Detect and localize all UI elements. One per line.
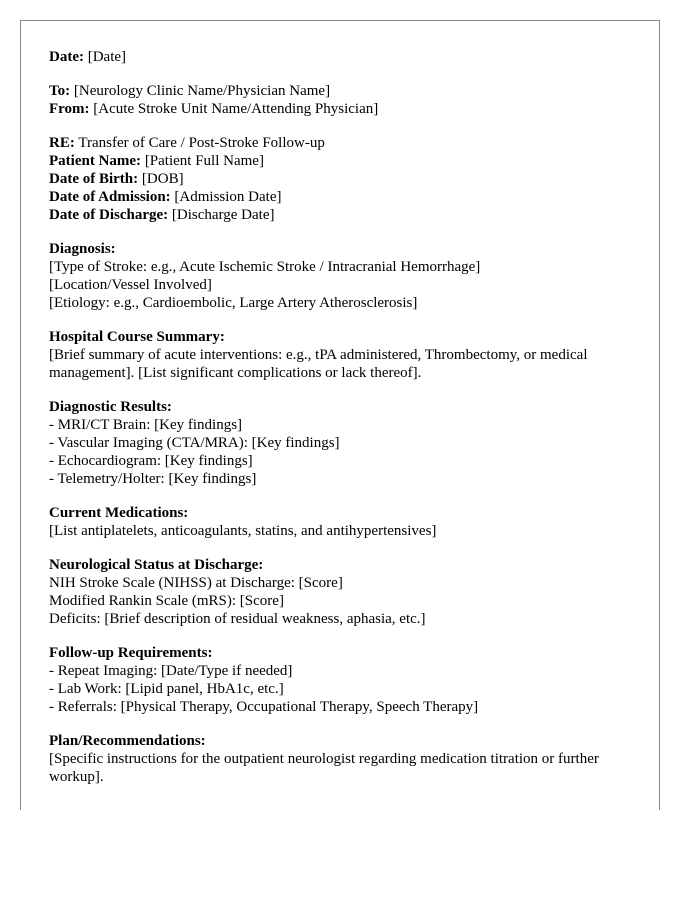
diagnosis-line: [Location/Vessel Involved] <box>49 277 212 293</box>
diagnosis-line: [Type of Stroke: e.g., Acute Ischemic Stroke / Intracranial Hemorrhage] <box>49 259 481 275</box>
neuro-status-item: Deficits: [Brief description of residual weakness, aphasia, etc.] <box>49 611 426 627</box>
from-label: From: <box>49 101 90 117</box>
discharge-value: [Discharge Date] <box>171 207 275 223</box>
date-label: Date: <box>49 49 84 65</box>
followup-item: - Referrals: [Physical Therapy, Occupational Therapy, Speech Therapy] <box>49 699 479 715</box>
patient-name-line <box>49 152 639 170</box>
medications-heading: Current Medications: <box>49 505 189 521</box>
spacer <box>49 118 639 134</box>
patient-name-value: [Patient Full Name] <box>144 153 264 169</box>
admission-label: Date of Admission: <box>49 189 171 205</box>
hospital-course-heading: Hospital Course Summary: <box>49 329 225 345</box>
re-value: Transfer of Care / Post-Stroke Follow-up <box>78 135 325 151</box>
letter-page <box>20 20 660 810</box>
neuro-status-item: Modified Rankin Scale (mRS): [Score] <box>49 593 284 609</box>
spacer <box>49 716 639 732</box>
discharge-line <box>49 206 639 224</box>
hospital-course-text: [Brief summary of acute interventions: e.g., tPA administered, Thrombectomy, or medical management]. [List significant complications or lack thereof]. <box>49 347 588 381</box>
spacer <box>49 312 639 328</box>
diagnostic-result-item: - Telemetry/Holter: [Key findings] <box>49 471 257 487</box>
diagnosis-line: [Etiology: e.g., Cardioembolic, Large Artery Atherosclerosis] <box>49 295 418 311</box>
medications-text: [List antiplatelets, anticoagulants, statins, and antihypertensives] <box>49 523 437 539</box>
dob-label: Date of Birth: <box>49 171 139 187</box>
plan-heading: Plan/Recommendations: <box>49 733 206 749</box>
date-value: [Date] <box>87 49 127 65</box>
neuro-status-item: NIH Stroke Scale (NIHSS) at Discharge: [Score] <box>49 575 343 591</box>
admission-line <box>49 188 639 206</box>
followup-item: - Lab Work: [Lipid panel, HbA1c, etc.] <box>49 681 284 697</box>
spacer <box>49 66 639 82</box>
re-label: RE: <box>49 135 75 151</box>
spacer <box>49 488 639 504</box>
spacer <box>49 628 639 644</box>
spacer <box>49 224 639 240</box>
dob-value: [DOB] <box>141 171 184 187</box>
to-value: [Neurology Clinic Name/Physician Name] <box>73 83 331 99</box>
neuro-status-heading: Neurological Status at Discharge: <box>49 557 264 573</box>
to-line <box>49 82 639 100</box>
to-label: To: <box>49 83 71 99</box>
diagnostic-result-item: - MRI/CT Brain: [Key findings] <box>49 417 243 433</box>
date-line <box>49 48 639 66</box>
admission-value: [Admission Date] <box>174 189 282 205</box>
diagnostic-results-heading: Diagnostic Results: <box>49 399 172 415</box>
diagnostic-result-item: - Vascular Imaging (CTA/MRA): [Key findings] <box>49 435 340 451</box>
discharge-label: Date of Discharge: <box>49 207 169 223</box>
spacer <box>49 540 639 556</box>
plan-text: [Specific instructions for the outpatient neurologist regarding medication titration or further workup]. <box>49 751 599 785</box>
followup-item: - Repeat Imaging: [Date/Type if needed] <box>49 663 293 679</box>
from-line <box>49 100 639 118</box>
letter-content <box>49 48 639 786</box>
spacer <box>49 382 639 398</box>
from-value: [Acute Stroke Unit Name/Attending Physician] <box>93 101 379 117</box>
diagnosis-heading: Diagnosis: <box>49 241 116 257</box>
followup-heading: Follow-up Requirements: <box>49 645 213 661</box>
patient-name-label: Patient Name: <box>49 153 142 169</box>
dob-line <box>49 170 639 188</box>
diagnostic-result-item: - Echocardiogram: [Key findings] <box>49 453 253 469</box>
re-line <box>49 134 639 152</box>
